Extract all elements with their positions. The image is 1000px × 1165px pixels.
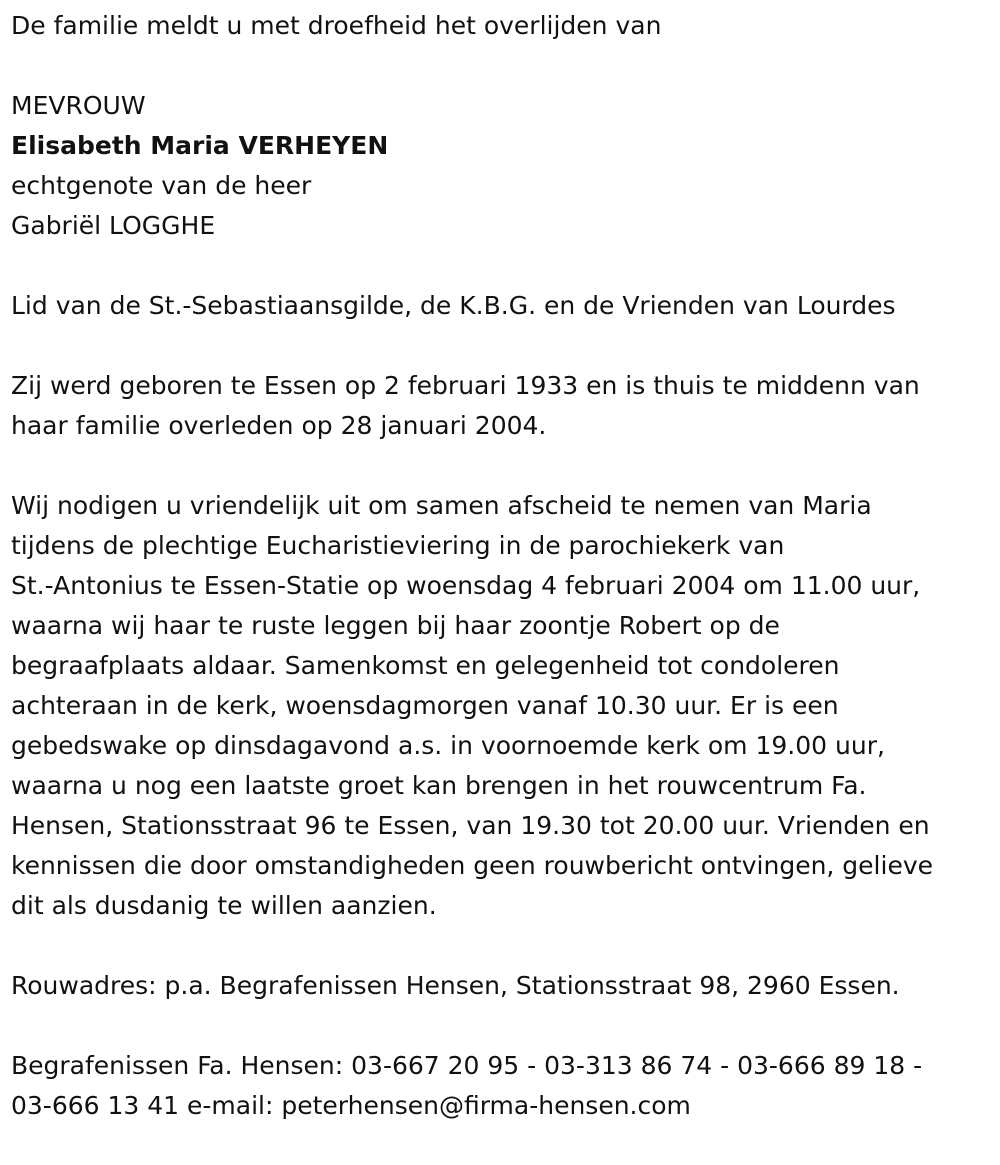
spacer bbox=[11, 46, 996, 86]
spacer bbox=[11, 246, 996, 286]
birth-paragraph bbox=[11, 366, 996, 446]
paragraph-line: tijdens de plechtige Eucharistieviering in de parochiekerk van bbox=[11, 531, 785, 560]
paragraph-line: Hensen, Stationsstraat 96 te Essen, van 19.30 tot 20.00 uur. Vrienden en bbox=[11, 811, 930, 840]
intro-text: De familie meldt u met droefheid het overlijden van bbox=[11, 11, 662, 40]
paragraph-line: dit als dusdanig te willen aanzien. bbox=[11, 891, 437, 920]
spacer bbox=[11, 1006, 996, 1046]
spacer bbox=[11, 926, 996, 966]
obituary-notice bbox=[11, 6, 996, 1126]
paragraph-line: begraafplaats aldaar. Samenkomst en gelegenheid tot condoleren bbox=[11, 651, 840, 680]
spacer bbox=[11, 326, 996, 366]
spacer bbox=[11, 446, 996, 486]
paragraph-line: waarna u nog een laatste groet kan brengen in het rouwcentrum Fa. bbox=[11, 771, 867, 800]
paragraph-line: achteraan in de kerk, woensdagmorgen vanaf 10.30 uur. Er is een bbox=[11, 691, 839, 720]
mourning-address: Rouwadres: p.a. Begrafenissen Hensen, Stationsstraat 98, 2960 Essen. bbox=[11, 971, 900, 1000]
paragraph-line: waarna wij haar te ruste leggen bij haar zoontje Robert op de bbox=[11, 611, 780, 640]
ceremony-paragraph bbox=[11, 486, 996, 926]
paragraph-line: Zij werd geboren te Essen op 2 februari 1933 en is thuis te middenn van bbox=[11, 371, 920, 400]
contact-block bbox=[11, 1046, 996, 1126]
paragraph-line: St.-Antonius te Essen-Statie op woensdag 4 februari 2004 om 11.00 uur, bbox=[11, 571, 921, 600]
paragraph-line: kennissen die door omstandigheden geen rouwbericht ontvingen, gelieve bbox=[11, 851, 934, 880]
membership-text: Lid van de St.-Sebastiaansgilde, de K.B.G. en de Vrienden van Lourdes bbox=[11, 291, 896, 320]
contact-email-prefix: 03-666 13 41 e-mail: bbox=[11, 1091, 282, 1120]
title-text: MEVROUW bbox=[11, 91, 146, 120]
paragraph-line: haar familie overleden op 28 januari 2004. bbox=[11, 411, 547, 440]
spouse-name: Gabriël LOGGHE bbox=[11, 211, 216, 240]
paragraph-line: gebedswake op dinsdagavond a.s. in voornoemde kerk om 19.00 uur, bbox=[11, 731, 885, 760]
spouse-prefix: echtgenote van de heer bbox=[11, 171, 312, 200]
contact-phone-line: Begrafenissen Fa. Hensen: 03-667 20 95 - 03-313 86 74 - 03-666 89 18 - bbox=[11, 1051, 923, 1080]
paragraph-line: Wij nodigen u vriendelijk uit om samen afscheid te nemen van Maria bbox=[11, 491, 872, 520]
contact-email-line bbox=[11, 1086, 996, 1126]
deceased-name: Elisabeth Maria VERHEYEN bbox=[11, 131, 389, 160]
email-link[interactable]: peterhensen@firma-hensen.com bbox=[281, 1091, 691, 1120]
